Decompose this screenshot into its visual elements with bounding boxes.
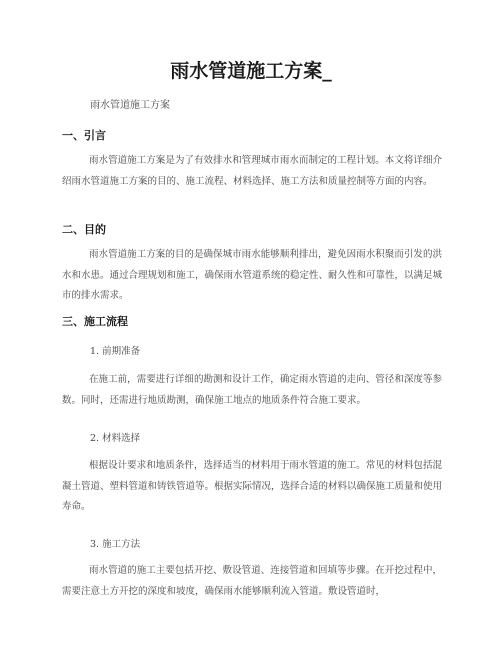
paragraph-introduction: 雨水管道施工方案是为了有效排水和管理城市雨水而制定的工程计划。本文将详细介绍雨水管道施工方案的目的、施工流程、材料选择、施工方法和质量控制等方面的内容。 — [62, 155, 442, 187]
document-title: 雨水管道施工方案_ — [170, 60, 332, 82]
paragraph-material-selection: 根据设计要求和地质条件，选择适当的材料用于雨水管道的施工。常见的材料包括混凝土管道、塑料管道和铸铁管道等。根据实际情况，选择合适的材料以确保施工质量和使用寿命。 — [62, 460, 443, 512]
section-heading-introduction: 一、引言 — [62, 129, 106, 142]
list-item-label-construction-method: 3. 施工方法 — [90, 539, 141, 550]
section-heading-purpose: 二、目的 — [62, 223, 106, 236]
section-heading-construction-process: 三、施工流程 — [62, 315, 128, 328]
list-item-label-material-selection: 2. 材料选择 — [90, 433, 141, 444]
document-subtitle: 雨水管道施工方案 — [90, 100, 170, 111]
paragraph-purpose: 雨水管道施工方案的目的是确保城市雨水能够顺利排出，避免因雨水积聚而引发的洪水和水患。通过合理规划和施工，确保雨水管道系统的稳定性、耐久性和可靠性，以满足城市的排水需求。 — [62, 249, 443, 301]
paragraph-construction-method: 雨水管道的施工主要包括开挖、敷设管道、连接管道和回填等步骤。在开挖过程中，需要注意土方开挖的深度和坡度，确保雨水能够顺利流入管道。敷设管道时， — [62, 565, 442, 597]
paragraph-preparation: 在施工前，需要进行详细的勘测和设计工作，确定雨水管道的走向、管径和深度等参数。同时，还需进行地质勘测，确保施工地点的地质条件符合施工要求。 — [62, 374, 442, 406]
list-item-label-preparation: 1. 前期准备 — [90, 346, 141, 357]
